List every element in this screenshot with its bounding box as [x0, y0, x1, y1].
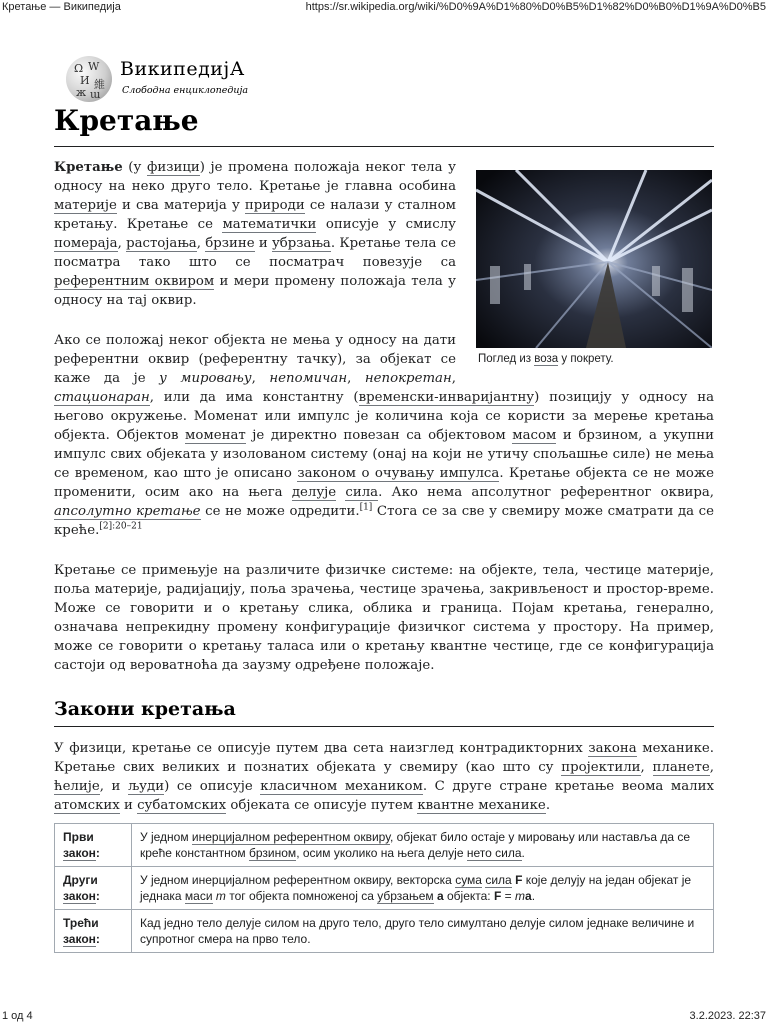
lead-term: Кретање	[54, 160, 123, 175]
print-header	[0, 0, 768, 16]
title-divider	[54, 146, 714, 147]
figure-caption: Поглед из воза у покрету.	[478, 353, 614, 365]
link-classical-mechanics[interactable]: класичном механиком	[260, 779, 423, 794]
law-text: У једном инерцијалном референтном оквиру, векторска сума сила F које делују на један објекат је једнака маси m тог објекта помноженој са убрзањем a објекта: F = ma.	[132, 867, 714, 910]
link-acceleration-2[interactable]: убрзањем	[377, 889, 434, 903]
law-name: Други закон:	[55, 867, 132, 910]
reference-2[interactable]: [2]:20–21	[99, 521, 143, 532]
page-title: Кретање	[54, 104, 199, 137]
law-text: У једном инерцијалном референтном оквиру, објекат било остаје у мировању или наставља да се креће константном брзином, осим уколико на њега делује нето сила.	[132, 824, 714, 867]
law-text: Кад једно тело делује силом на друго тело, друго тело симултано делује силом једнаке величине и супротног смера на прво тело.	[132, 910, 714, 953]
table-row	[55, 867, 714, 910]
link-velocity[interactable]: брзином	[249, 846, 297, 860]
systems-paragraph: Кретање се примењује на различите физичке системе: на објекте, тела, честице материје, поља материје, радијацију, поља зрачења, честице зрачења, закривљеност и простор-време. Може се говорити и о кретању слика, облика и граница. Појам кретања, генерално, означава непрекидну промену конфигурације физичког система у простору. На пример, може се говорити о кретању таласа или о кретању квантне честице, где се конфигурација састоји од вероватноћа да заузму одређене положаје.	[54, 563, 714, 673]
link-sum[interactable]: сума	[455, 873, 482, 887]
link-force[interactable]: сила	[345, 485, 379, 500]
link-law[interactable]: закон	[63, 846, 96, 860]
link-acts[interactable]: делује	[291, 485, 337, 500]
link-momentum-conservation[interactable]: законом о очувању импулса	[297, 466, 500, 481]
link-atomic[interactable]: атомских	[54, 798, 120, 813]
figure-train	[474, 170, 714, 367]
wikipedia-globe-icon: Ω W И 維 ж ա	[66, 56, 112, 102]
intro-paragraph: Кретање (у физици) је промена положаја неког тела у односу на неко друго тело. Кретање је главна особина материје и сва материја у природи се налази у сталном кретању. Кретање се математички описује у смислу помераја, растојања, брзине и убрзања. Кретање тела се посматра тако што се посматрач повезује са референтним оквиром и мери промену положаја тела у односу на тај оквир.	[54, 160, 457, 308]
wikipedia-logo[interactable]	[62, 52, 262, 104]
link-mathematically[interactable]: математички	[222, 217, 317, 232]
link-acceleration[interactable]: убрзања	[271, 236, 331, 251]
link-laws[interactable]: закона	[588, 741, 637, 756]
link-mass-2[interactable]: маси	[184, 889, 213, 903]
train-motion-image[interactable]	[476, 170, 712, 348]
link-planets[interactable]: планете	[652, 760, 710, 775]
link-law[interactable]: закон	[63, 889, 96, 903]
laws-paragraph: У физици, кретање се описује путем два сета наизглед контрадикторних закона механике. Кретање свих великих и познатих објеката у свемиру (као што су пројектили, планете, ћелије, и људи) се описује класичном механиком. С друге стране кретање веома малих атомских и субатомских објеката се описује путем квантне механике.	[54, 741, 714, 813]
link-train[interactable]: воза	[534, 353, 559, 365]
print-footer	[0, 1008, 768, 1024]
link-physics[interactable]: физици	[146, 160, 200, 175]
link-net-force[interactable]: нето сила	[466, 846, 522, 860]
table-row	[55, 910, 714, 953]
link-mass[interactable]: масом	[512, 428, 557, 443]
link-absolute-motion[interactable]: апсолутно кретање	[54, 504, 201, 519]
link-time-invariant[interactable]: временски-инваријантну	[358, 390, 535, 405]
link-inertial-frame[interactable]: инерцијалном референтном оквиру	[191, 830, 390, 844]
link-reference-frame[interactable]: референтним оквиром	[54, 274, 215, 289]
section-heading-laws: Закони кретања	[54, 696, 714, 727]
link-speed[interactable]: брзине	[205, 236, 255, 251]
link-forces[interactable]: сила	[485, 873, 512, 887]
link-projectiles[interactable]: пројектили	[561, 760, 641, 775]
print-url[interactable]: https://sr.wikipedia.org/wiki/%D0%9A%D1%80%D0%B5%D1%82%D0%B0%D1%9A%D0%B5	[305, 1, 766, 13]
reference-1[interactable]: [1]	[359, 502, 373, 513]
link-stationary[interactable]: стационаран	[54, 390, 150, 405]
law-name: Трећи закон:	[55, 910, 132, 953]
link-distance[interactable]: растојања	[126, 236, 197, 251]
link-nature[interactable]: природи	[244, 198, 305, 213]
link-displacement[interactable]: помераја	[54, 236, 118, 251]
newton-laws-table	[54, 823, 714, 953]
logo-wordmark: ВикипедијА	[120, 58, 245, 80]
print-tab-title: Кретање — Википедија	[2, 1, 121, 13]
link-momentum[interactable]: моменат	[185, 428, 246, 443]
link-cells[interactable]: ћелије	[54, 779, 100, 794]
rest-momentum-paragraph: Ако се положај неког објекта не мења у односу на дати референтни оквир (референтну тачку), за објекат се каже да је у мировању, непомичан, непокретан, стационаран, или да има константну (временски-инваријантну) позицију у односу на његово окружење. Моменат или импулс је количина која се користи за мерење кретања објекта. Објектов моменат је директно повезан са објектовом масом и брзином, а укупни импулс свих објеката у изолованом систему (онај на који не утичу спољашње силе) не мења се временом, као што је описано законом о очувању импулса. Кретање објекта се не може променити, осим ако на њега делује сила. Ако нема апсолутног референтног оквира, апсолутно кретање се не може одредити.[1] Стога се за све у свемиру може сматрати да се креће.$^{[2]:20-21}$	[54, 333, 715, 538]
link-quantum-mechanics[interactable]: квантне механике	[417, 798, 546, 813]
train-motion-illustration	[476, 170, 712, 348]
law-name: Први закон:	[55, 824, 132, 867]
print-page-counter: 1 од 4	[2, 1010, 33, 1022]
logo-tagline: Слободна енциклопедија	[122, 85, 249, 96]
link-law[interactable]: закон	[63, 932, 96, 946]
table-row	[55, 824, 714, 867]
link-matter[interactable]: материје	[54, 198, 117, 213]
article-body	[54, 158, 714, 953]
link-humans[interactable]: људи	[127, 779, 165, 794]
print-datetime: 3.2.2023. 22:37	[689, 1010, 766, 1022]
link-subatomic[interactable]: субатомских	[137, 798, 227, 813]
